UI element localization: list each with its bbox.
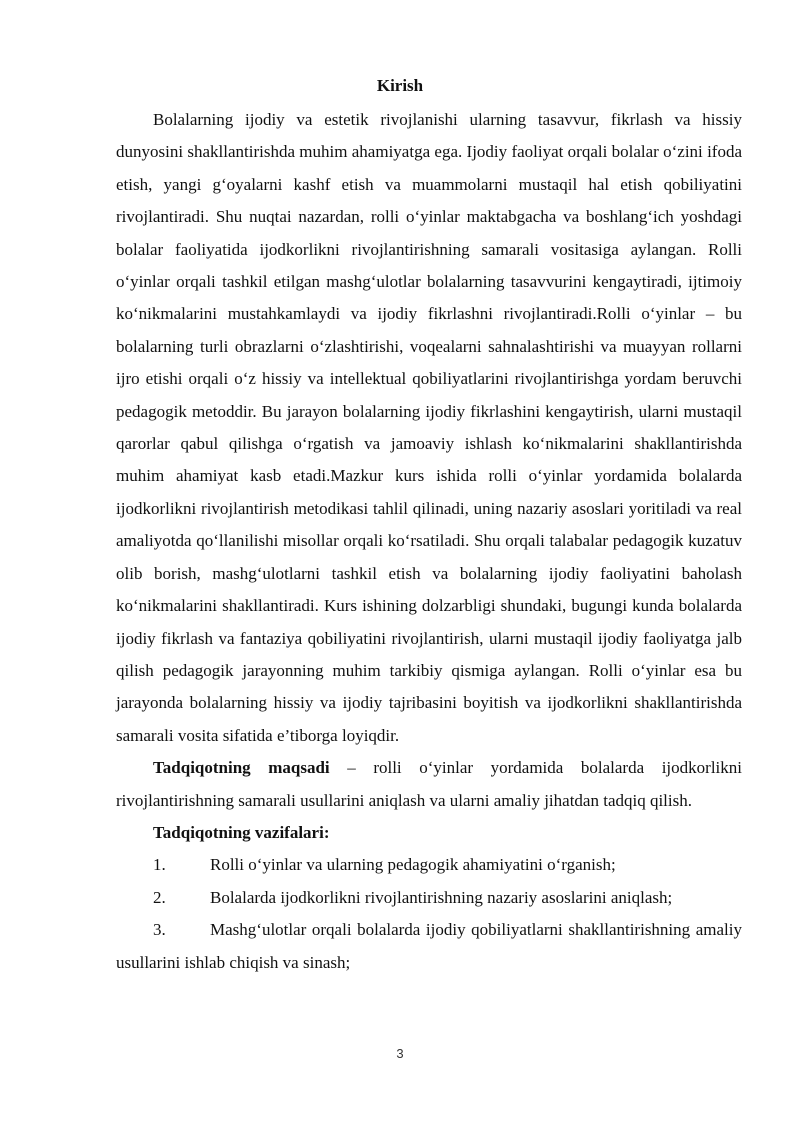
task-text: Rolli o‘yinlar va ularning pedagogik ahamiyatini o‘rganish;: [210, 855, 616, 875]
goal-text: – rolli o‘yinlar yordamida bolalarda ijodkorlikni rivojlantirishning samarali usullarini aniqlash va ularni amaliy jihatdan tadqiq qilish.: [116, 758, 742, 810]
tasks-heading: Tadqiqotning vazifalari:: [153, 822, 330, 842]
task-number: 1.: [153, 855, 166, 875]
intro-paragraph: Bolalarning ijodiy va estetik rivojlanishi ularning tasavvur, fikrlash va hissiy dunyosini shakllantirishda muhim ahamiyatga ega. Ijodiy faoliyat orqali bolalar o‘zini ifoda etish, yangi g‘oyalarni kashf etish va muammolarni mustaqil hal etish qobiliyatini rivojlantiradi. Shu nuqtai nazardan, rolli o‘yinlar maktabgacha va boshlang‘ich yoshdagi bolalar faoliyatida ijodkorlikni rivojlantirishning samarali vositasiga aylangan. Rolli o‘yinlar orqali tashkil etilgan mashg‘ulotlar bolalarning tasavvurini kengaytiradi, ijtimoiy ko‘nikmalarini mustahkamlaydi va ijodiy fikrlashni rivojlantiradi.Rolli o‘yinlar – bu bolalarning turli obrazlarni o‘zlashtirishi, voqealarni sahnalashtirishi va muayyan rollarni ijro etishi orqali o‘z hissiy va intellektual qobiliyatlarini rivojlantirishga yordam beruvchi pedagogik metoddir. Bu jarayon bolalarning ijodiy fikrlashini kengaytirish, ularni mustaqil qarorlar qabul qilishga o‘rgatish va jamoaviy ishlash ko‘nikmalarini shakllantirishda muhim ahamiyat kasb etadi.Mazkur kurs ishida rolli o‘yinlar yordamida bolalarda ijodkorlikni rivojlantirish metodikasi tahlil qilinadi, uning nazariy asoslari yoritiladi va real amaliyotda qo‘llanilishi misollar orqali ko‘rsatiladi. Shu orqali talabalar pedagogik kuzatuv olib borish, mashg‘ulotlarni tashkil etish va bolalarning ijodiy faoliyatini baholash ko‘nikmalarini shakllantiradi. Kurs ishining dolzarbligi shundaki, bugungi kunda bolalarda ijodiy fikrlash va fantaziya qobiliyatini rivojlantirish, ularni mustaqil ijodiy faoliyatga jalb qilish pedagogik jarayonning muhim tarkibiy qismiga aylangan. Rolli o‘yinlar esa bu jarayonda bolalarning hissiy va ijodiy tajribasini boyitish va ijodkorlikni shakllantirishda samarali vosita sifatida e’tiborga loyiqdir.: [116, 110, 742, 745]
task-item-2: [116, 882, 742, 914]
task-number: 2.: [153, 887, 166, 907]
goal-label: Tadqiqotning maqsadi: [153, 758, 330, 778]
task-text: Bolalarda ijodkorlikni rivojlantirishning nazariy asoslarini aniqlash;: [210, 887, 673, 907]
task-item-3: [116, 914, 742, 979]
document-body: [116, 104, 742, 979]
page-title: Kirish: [376, 76, 424, 95]
task-number: 3.: [153, 920, 166, 940]
task-item-1: [116, 849, 742, 881]
page-number: 3: [396, 1046, 404, 1061]
goal-paragraph: [116, 752, 742, 817]
task-text: Mashg‘ulotlar orqali bolalarda ijodiy qobiliyatlarni shakllantirishning amaliy usullarini ishlab chiqish va sinash;: [116, 920, 742, 972]
